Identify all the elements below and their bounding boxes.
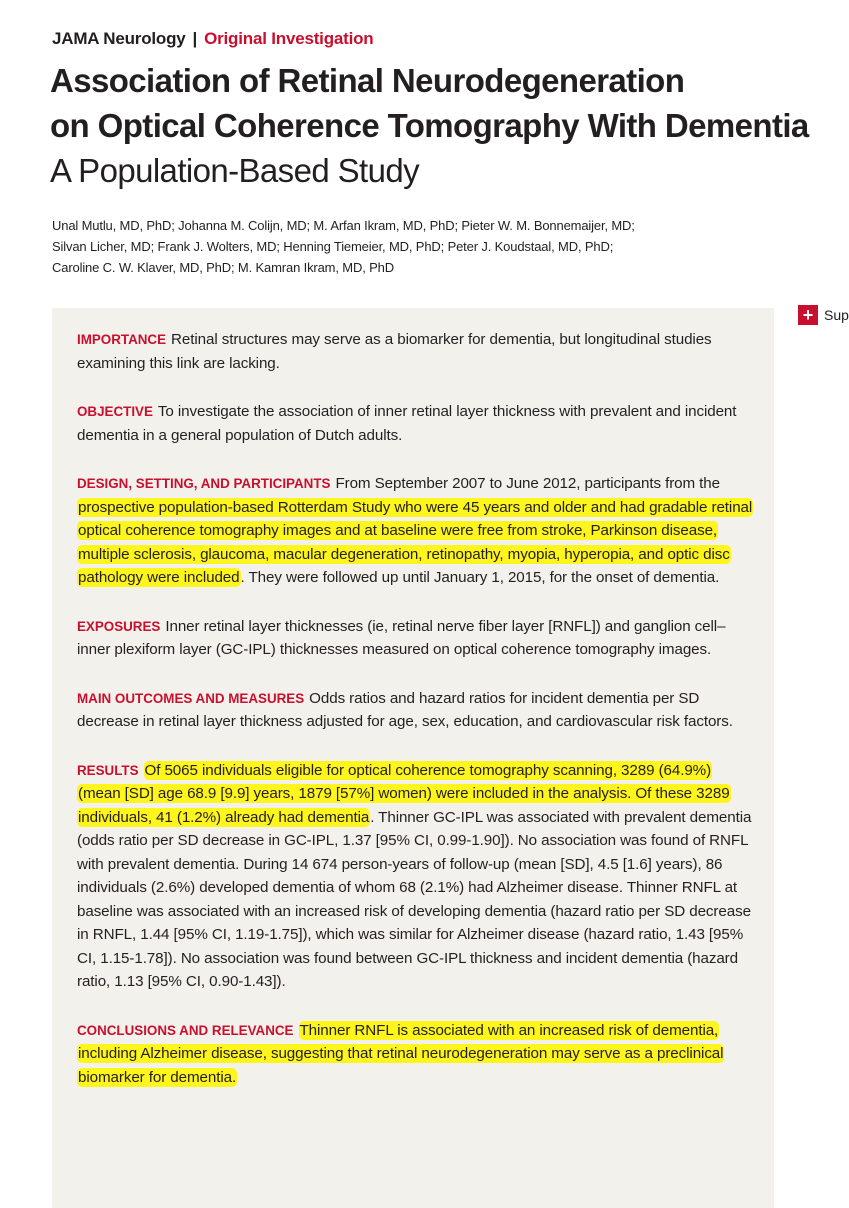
author-line-2[interactable]: Silvan Licher, MD; Frank J. Wolters, MD; Henning Tiemeier, MD, PhD; Peter J. Koudstaal, MD, PhD; bbox=[52, 239, 614, 254]
outcomes-label: MAIN OUTCOMES AND MEASURES bbox=[77, 690, 305, 706]
author-line-1[interactable]: Unal Mutlu, MD, PhD; Johanna M. Colijn, MD; M. Arfan Ikram, MD, PhD; Pieter W. M. Bonnemaijer, MD; bbox=[52, 218, 635, 233]
header-separator: | bbox=[192, 29, 198, 48]
exposures-label: EXPOSURES bbox=[77, 618, 161, 634]
abstract-objective bbox=[77, 400, 757, 447]
results-text-after: . Thinner GC-IPL was associated with prevalent dementia (odds ratio per SD decrease in GC-IPL, 1.37 [95% CI, 0.99-1.90]). No association was found of RNFL with prevalent dementia. During 14 674 person-years of follow-up (mean [SD], 4.5 [1.6] years), 86 individuals (2.6%) developed dementia of whom 68 (2.1%) had Alzheimer disease. Thinner RNFL at baseline was associated with an increased risk of developing dementia (hazard ratio per SD decrease in RNFL, 1.44 [95% CI, 1.19-1.75]), which was similar for Alzheimer disease (hazard ratio, 1.43 [95% CI, 1.15-1.78]). No association was found between GC-IPL thickness and incident dementia (hazard ratio, 1.13 [95% CI, 0.90-1.43]). bbox=[77, 808, 752, 990]
outcomes-text: Odds ratios and hazard ratios for incident dementia per SD decrease in retinal layer thickness adjusted for age, sex, education, and cardiovascular risk factors. bbox=[77, 689, 733, 730]
design-text-before: From September 2007 to June 2012, participants from the bbox=[335, 475, 720, 492]
design-text-after: . They were followed up until January 1, 2015, for the onset of dementia. bbox=[240, 569, 720, 586]
abstract-panel bbox=[52, 308, 774, 1208]
design-highlight: prospective population-based Rotterdam Study who were 45 years and older and had gradable retinal optical coherence tomography images and at baseline were free from stroke, Parkinson disease, multiple sclerosis, glaucoma, macular degeneration, retinopathy, myopia, hyperopia, and optic disc pathology were included bbox=[78, 498, 753, 586]
plus-icon[interactable]: + bbox=[798, 305, 818, 325]
conclusions-highlight: Thinner RNFL is associated with an increased risk of dementia, including Alzheimer disease, suggesting that retinal neurodegeneration may serve as a preclinical biomarker for dementia. bbox=[78, 1021, 724, 1086]
author-list bbox=[52, 215, 752, 278]
importance-label: IMPORTANCE bbox=[77, 332, 167, 347]
abstract-content bbox=[77, 328, 757, 1114]
importance-text: Retinal structures may serve as a biomarker for dementia, but longitudinal studies examining this link are lacking. bbox=[77, 331, 712, 372]
objective-text: To investigate the association of inner retinal layer thickness with prevalent and incident dementia in a general population of Dutch adults. bbox=[77, 403, 737, 444]
title-line-2: on Optical Coherence Tomography With Dementia bbox=[50, 107, 809, 144]
supplemental-content-link[interactable] bbox=[798, 305, 849, 325]
results-highlight: Of 5065 individuals eligible for optical coherence tomography scanning, 3289 (64.9%) (mean [SD] age 68.9 [9.9] years, 1879 [57%] women) were included in the analysis. Of these 3289 individuals, 41 (1.2%) already had dementia bbox=[78, 761, 730, 826]
journal-name[interactable]: JAMA Neurology bbox=[52, 29, 186, 48]
article-title bbox=[50, 58, 846, 193]
supplemental-label[interactable]: Sup bbox=[824, 307, 849, 323]
design-label: DESIGN, SETTING, AND PARTICIPANTS bbox=[77, 476, 331, 491]
abstract-results bbox=[77, 759, 757, 994]
article-header bbox=[52, 29, 374, 49]
abstract-design bbox=[77, 472, 757, 590]
exposures-text: Inner retinal layer thicknesses (ie, retinal nerve fiber layer [RNFL]) and ganglion cell–inner plexiform layer (GC-IPL) thicknesses measured on optical coherence tomography images. bbox=[77, 617, 726, 658]
title-line-1: Association of Retinal Neurodegeneration bbox=[50, 62, 685, 99]
title-subtitle: A Population-Based Study bbox=[50, 152, 420, 189]
abstract-exposures bbox=[77, 615, 757, 662]
objective-label: OBJECTIVE bbox=[77, 404, 153, 419]
conclusions-label: CONCLUSIONS AND RELEVANCE bbox=[77, 1022, 294, 1038]
results-label: RESULTS bbox=[77, 762, 139, 778]
abstract-conclusions bbox=[77, 1019, 757, 1090]
article-type: Original Investigation bbox=[204, 29, 374, 48]
author-line-3[interactable]: Caroline C. W. Klaver, MD, PhD; M. Kamran Ikram, MD, PhD bbox=[52, 260, 394, 275]
abstract-outcomes bbox=[77, 687, 757, 734]
abstract-importance bbox=[77, 328, 757, 375]
